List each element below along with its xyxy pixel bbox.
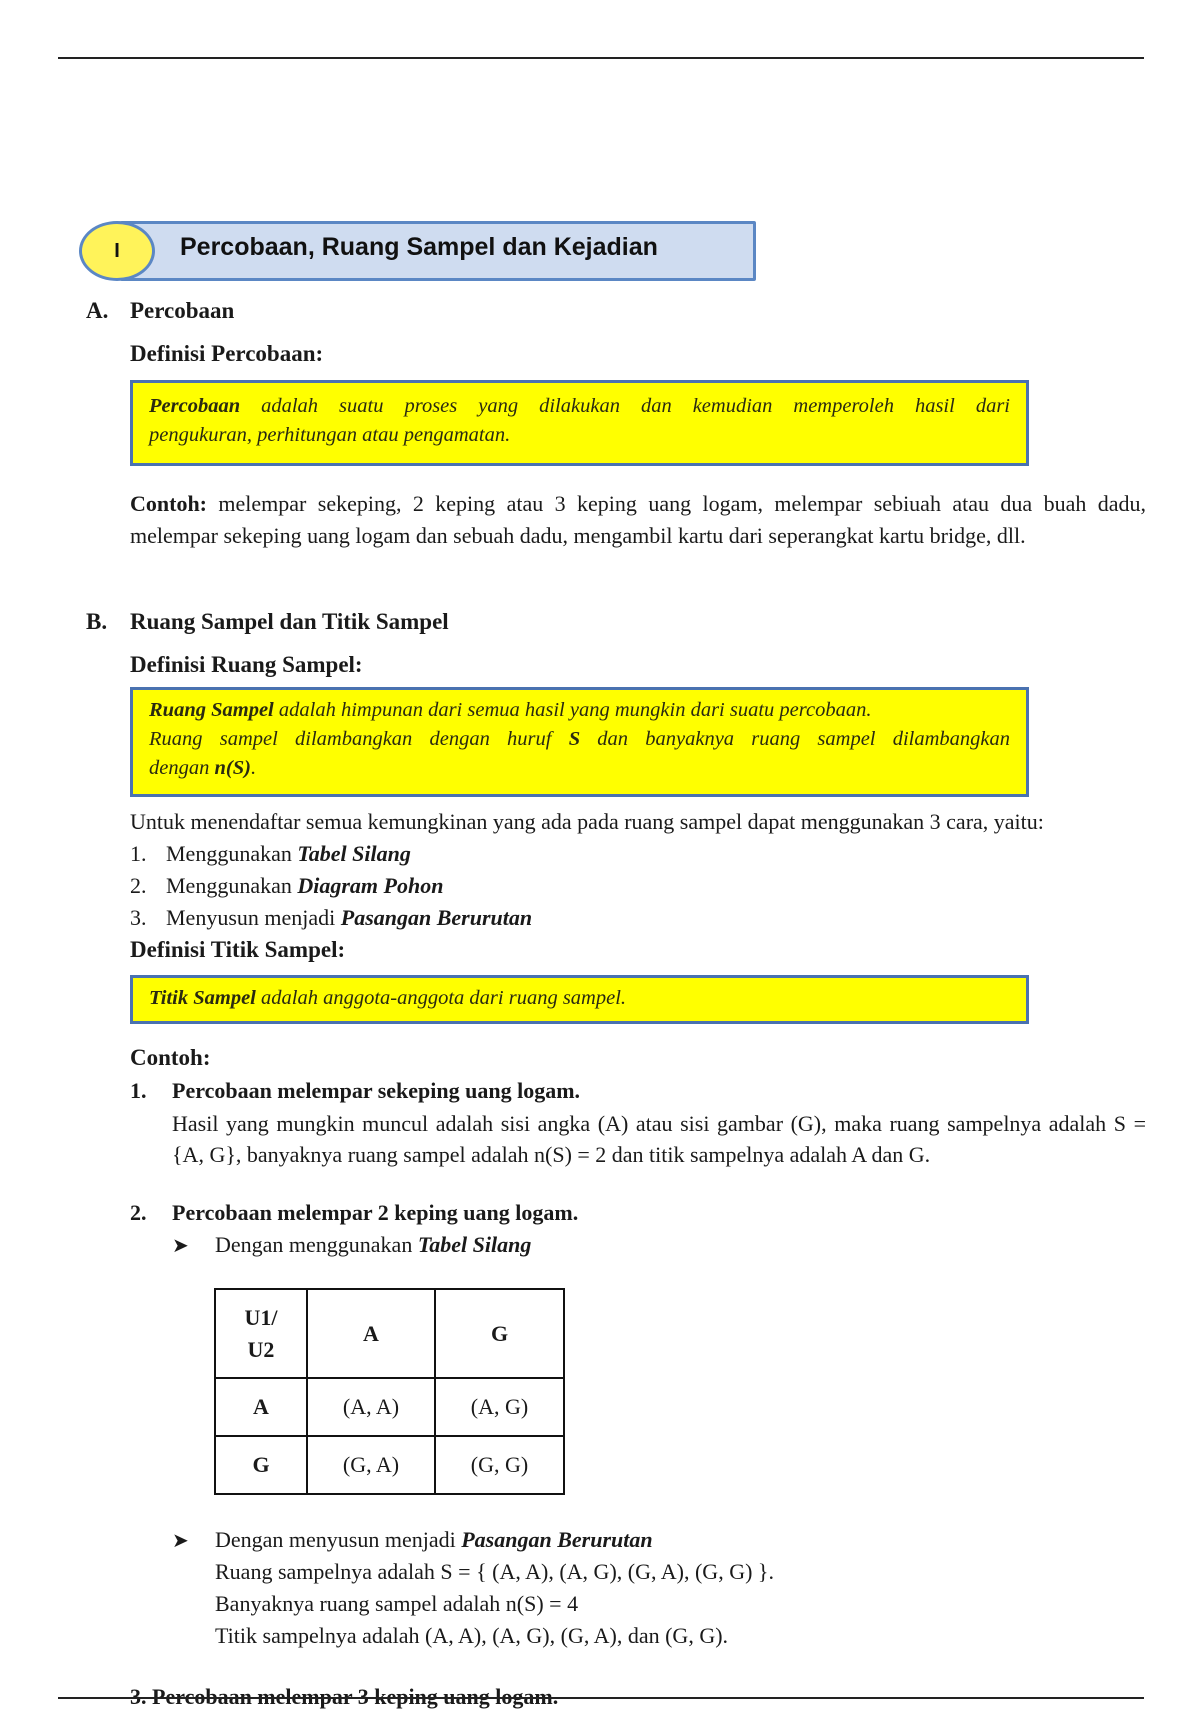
definition-percobaan-line1 (149, 392, 1010, 421)
table-cell: (G, G) (435, 1436, 564, 1494)
top-rule (58, 57, 1144, 59)
definition-rs-text: adalah himpunan dari semua hasil yang mungkin dari suatu percobaan. (273, 699, 872, 721)
definition-term: Percobaan (149, 395, 241, 417)
definition-ruang-sampel-title: Definisi Ruang Sampel: (130, 652, 363, 677)
table-cell: (A, G) (435, 1378, 564, 1436)
contoh-label: Contoh: (130, 1045, 211, 1070)
table-corner-cell (215, 1289, 307, 1378)
section-b-letter: B. (86, 609, 108, 634)
method-item-tabel-silang (166, 841, 411, 867)
chapter-number: I (114, 239, 120, 262)
table-col-header: G (435, 1289, 564, 1378)
method-number: 2. (130, 873, 147, 898)
method-name: Diagram Pohon (297, 873, 444, 898)
example-text: melempar sekeping, 2 keping atau 3 keping uang logam, melempar sebiuah atau dua buah dadu, melempar sekeping uang logam dan sebuah dadu, mengambil kartu dari seperangkat kartu bridge, dll. (130, 491, 1146, 548)
table-row-header: A (215, 1378, 307, 1436)
table-row (215, 1436, 564, 1494)
definition-rs-symbol-s: S (568, 728, 581, 750)
definition-rs-line3-a: dengan (149, 757, 215, 779)
definition-text: adalah suatu proses yang dilakukan dan kemudian memperoleh hasil dari (240, 395, 1010, 417)
table-row-header: G (215, 1436, 307, 1494)
example2-title: Percobaan melempar 2 keping uang logam. (172, 1200, 579, 1225)
definition-titik-sampel-title: Definisi Titik Sampel: (130, 937, 346, 962)
table-cell: (A, A) (307, 1378, 435, 1436)
definition-percobaan-box (130, 380, 1029, 466)
definition-percobaan-title: Definisi Percobaan: (130, 341, 324, 366)
method-number: 3. (130, 905, 147, 930)
method-prefix: Menyusun menjadi (166, 905, 341, 930)
bottom-rule (58, 1697, 1144, 1699)
definition-rs-line2-b: dan banyaknya ruang sampel dilambangkan (580, 728, 1010, 750)
method-item-pasangan-berurutan (166, 905, 532, 931)
definition-percobaan-line2: pengukuran, perhitungan atau pengamatan. (149, 424, 511, 446)
example-label: Contoh: (130, 491, 208, 516)
definition-ts-text: adalah anggota-anggota dari ruang sampel. (255, 987, 627, 1009)
definition-rs-line3 (149, 754, 1010, 783)
definition-ts-line (149, 984, 1010, 1013)
section-a-title: Percobaan (130, 298, 235, 323)
chapter-title: Percobaan, Ruang Sampel dan Kejadian (180, 233, 658, 261)
definition-titik-sampel-box (130, 975, 1029, 1024)
section-a-letter: A. (86, 298, 109, 323)
methods-intro: Untuk menendaftar semua kemungkinan yang ada pada ruang sampel dapat menggunakan 3 cara, yaitu: (130, 809, 1044, 834)
table-header-row (215, 1289, 564, 1378)
method-number: 1. (130, 841, 147, 866)
example-percobaan-paragraph (130, 488, 1146, 552)
bullet-pasangan-berurutan (215, 1527, 653, 1553)
definition-rs-line2 (149, 725, 1010, 754)
cross-table (214, 1288, 565, 1495)
table-cell: (G, A) (307, 1436, 435, 1494)
corner-label-u2: U2 (247, 1336, 275, 1362)
definition-ts-term: Titik Sampel (149, 987, 256, 1009)
example1-title: Percobaan melempar sekeping uang logam. (172, 1078, 581, 1103)
definition-rs-line2-a: Ruang sampel dilambangkan dengan huruf (149, 728, 569, 750)
definition-rs-term: Ruang Sampel (149, 699, 274, 721)
definition-ruang-sampel-box (130, 687, 1029, 797)
table-row (215, 1378, 564, 1436)
method-prefix: Menggunakan (166, 873, 298, 898)
method-name: Tabel Silang (297, 841, 411, 866)
method-item-diagram-pohon (166, 873, 443, 899)
chapter-number-badge (79, 221, 155, 281)
corner-label-u1: U1/ (244, 1304, 278, 1330)
arrow-bullet-icon: ➤ (172, 1235, 189, 1257)
sample-space-line: Ruang sampelnya adalah S = { (A, A), (A, G), (G, A), (G, G) }. (215, 1559, 774, 1584)
example2-number: 2. (130, 1200, 147, 1225)
arrow-bullet-icon: ➤ (172, 1530, 189, 1552)
example1-number: 1. (130, 1078, 147, 1103)
section-b-title: Ruang Sampel dan Titik Sampel (130, 609, 449, 634)
bullet-prefix: Dengan menyusun menjadi (215, 1527, 462, 1552)
sample-space-count-line: Banyaknya ruang sampel adalah n(S) = 4 (215, 1591, 579, 1616)
method-prefix: Menggunakan (166, 841, 298, 866)
definition-rs-line1 (149, 696, 1010, 725)
definition-rs-symbol-ns: n(S) (214, 757, 251, 779)
sample-points-line: Titik sampelnya adalah (A, A), (A, G), (G, A), dan (G, G). (215, 1623, 729, 1648)
bullet-method: Pasangan Berurutan (461, 1527, 653, 1552)
method-name: Pasangan Berurutan (340, 905, 533, 930)
table-col-header: A (307, 1289, 435, 1378)
definition-rs-line3-b: . (250, 757, 257, 779)
bullet-tabel-silang (215, 1232, 531, 1258)
example1-text: Hasil yang mungkin muncul adalah sisi angka (A) atau sisi gambar (G), maka ruang sampelnya adalah S = {A, G}, banyaknya ruang sampel adalah n(S) = 2 dan titik sampelnya adalah A dan G. (172, 1111, 1146, 1167)
example3-cut-title: 3. Percobaan melempar 3 keping uang logam. (130, 1684, 559, 1709)
bullet-method: Tabel Silang (417, 1232, 532, 1257)
bullet-prefix: Dengan menggunakan (215, 1232, 418, 1257)
